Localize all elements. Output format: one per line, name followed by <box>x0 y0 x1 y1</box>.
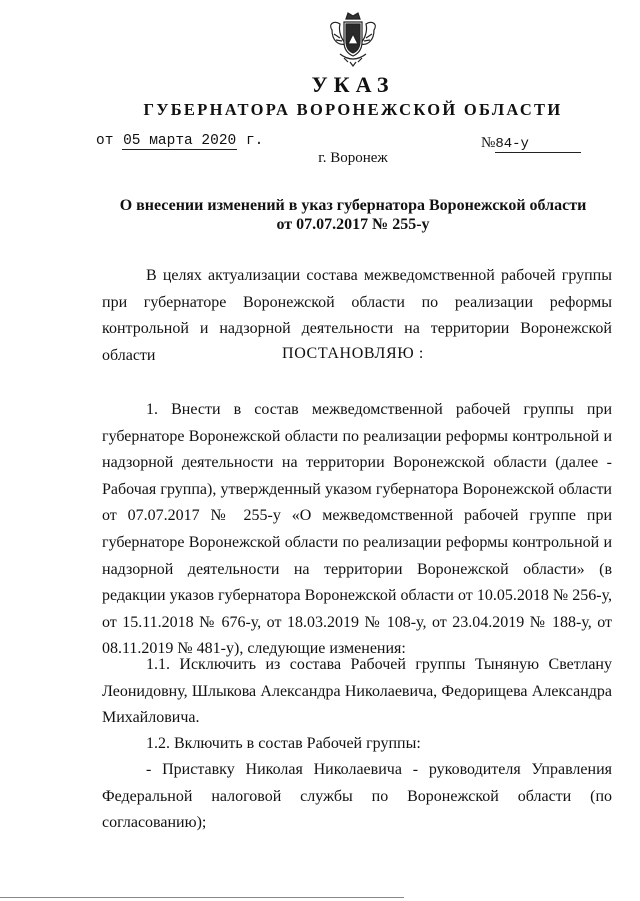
date-value: 05 марта 2020 <box>123 133 237 149</box>
heading-line-1: О внесении изменений в указ губернатора Воронежской области <box>119 197 587 214</box>
date-prefix: от <box>96 133 114 149</box>
date-suffix: г. <box>245 133 264 149</box>
footer-divider <box>0 897 404 898</box>
coat-of-arms-icon <box>326 10 380 68</box>
intro-text: В целях актуализации состава межведомственной рабочей группы при губернаторе Воронежской области по реализации реформы контрольной и надзорной деятельности на территории Воронежской области <box>102 267 612 364</box>
number-value: 84-у <box>495 136 581 153</box>
point-1-2-item <box>102 757 612 837</box>
heading-line-2: от 07.07.2017 № 255-у <box>276 216 430 233</box>
number-prefix: № <box>481 135 496 151</box>
point-1 <box>102 397 612 663</box>
issue-city: г. Воронеж <box>318 150 388 166</box>
document-type-title: УКАЗ <box>311 72 395 97</box>
point-1-2 <box>102 731 612 758</box>
document-date <box>96 133 263 149</box>
point-1-1 <box>102 652 612 732</box>
decree-word: ПОСТАНОВЛЯЮ : <box>282 345 424 362</box>
document-heading <box>0 196 640 234</box>
point-1-1-text: 1.1. Исключить из состава Рабочей группы Тыняную Светлану Леонидовну, Шлыкова Александра Николаевича, Федорищева Александра Михайловича. <box>102 656 612 727</box>
issuer-title: ГУБЕРНАТОРА ВОРОНЕЖСКОЙ ОБЛАСТИ <box>143 100 563 119</box>
point-1-2-item-text: - Приставку Николая Николаевича - руководителя Управления Федеральной налоговой службы по Воронежской области (по согласованию); <box>102 761 612 832</box>
point-1-text: 1. Внести в состав межведомственной рабочей группы при губернаторе Воронежской области по реализации реформы контрольной и надзорной деятельности на территории Воронежской области (далее - Рабочая группа), утвержденный указом губернатора Воронежской области от 07.07.2017 № 255-у «О межведомственной рабочей группе при губернаторе Воронежской области по реализации реформы контрольной и надзорной деятельности на территории Воронежской области» (в редакции указов губернатора Воронежской области от 10.05.2018 № 256-у, от 15.11.2018 № 676-у, от 18.03.2019 № 108-у, от 23.04.2019 № 188-у, от 08.11.2019 № 481-у), следующие изменения: <box>102 401 612 658</box>
point-1-2-text: 1.2. Включить в состав Рабочей группы: <box>146 735 421 752</box>
